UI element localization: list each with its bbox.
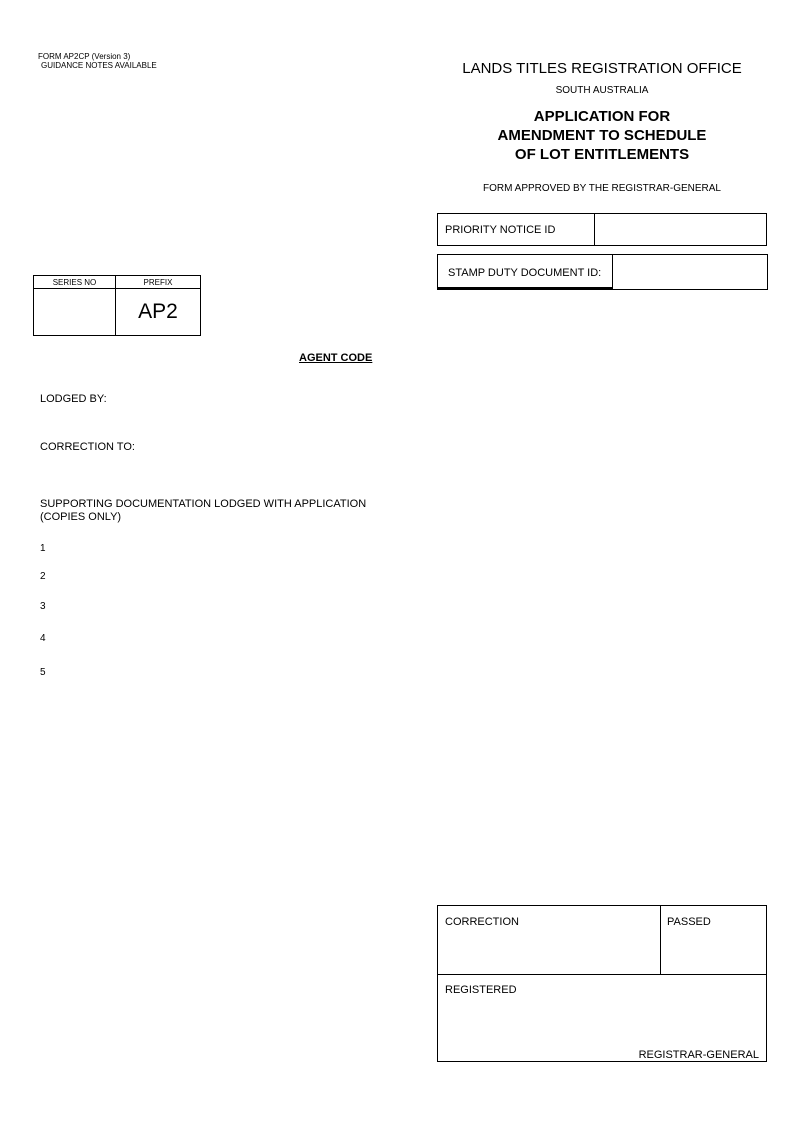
supporting-docs-heading <box>40 498 366 524</box>
form-title-line: AMENDMENT TO SCHEDULE <box>497 127 707 144</box>
list-item-number: 2 <box>40 571 46 582</box>
list-item-number: 4 <box>40 633 46 644</box>
agent-code-label: AGENT CODE <box>299 352 373 364</box>
correction-to-label: CORRECTION TO: <box>40 441 135 453</box>
office-box-row-rule <box>438 974 766 975</box>
approval-note: FORM APPROVED BY THE REGISTRAR-GENERAL <box>482 183 721 194</box>
series-no-label: SERIES NO <box>52 278 97 287</box>
prefix-label: PREFIX <box>143 278 173 287</box>
form-title-line: APPLICATION FOR <box>533 108 671 125</box>
stamp-duty-field[interactable] <box>437 254 768 290</box>
prefix-value: AP2 <box>138 300 178 323</box>
list-item-number: 3 <box>40 601 46 612</box>
office-box-column-rule <box>660 906 661 974</box>
lodged-by-label: LODGED BY: <box>40 393 107 405</box>
registrar-general-label: REGISTRAR-GENERAL <box>638 1049 759 1061</box>
correction-label: CORRECTION <box>445 916 519 928</box>
passed-label: PASSED <box>667 916 711 928</box>
office-name: LANDS TITLES REGISTRATION OFFICE <box>462 60 742 77</box>
supporting-docs-line: SUPPORTING DOCUMENTATION LODGED WITH APPLICATION <box>40 498 367 510</box>
supporting-docs-line: (COPIES ONLY) <box>40 511 122 523</box>
form-title-line: OF LOT ENTITLEMENTS <box>514 146 690 163</box>
table-header-rule <box>34 288 200 289</box>
list-item-number: 5 <box>40 667 46 678</box>
stamp-duty-label-cell <box>438 255 613 289</box>
office-use-box <box>437 905 767 1062</box>
field-divider <box>594 214 595 245</box>
stamp-duty-label: STAMP DUTY DOCUMENT ID: <box>448 267 602 279</box>
registered-label: REGISTERED <box>445 984 517 996</box>
guidance-notes: GUIDANCE NOTES AVAILABLE <box>41 61 157 70</box>
priority-notice-field[interactable] <box>437 213 767 246</box>
form-title <box>437 107 767 164</box>
state-name: SOUTH AUSTRALIA <box>555 85 649 96</box>
series-prefix-table <box>33 275 201 336</box>
list-item-number: 1 <box>40 543 46 554</box>
form-version: FORM AP2CP (Version 3) <box>38 52 131 61</box>
priority-notice-label: PRIORITY NOTICE ID <box>445 224 556 236</box>
